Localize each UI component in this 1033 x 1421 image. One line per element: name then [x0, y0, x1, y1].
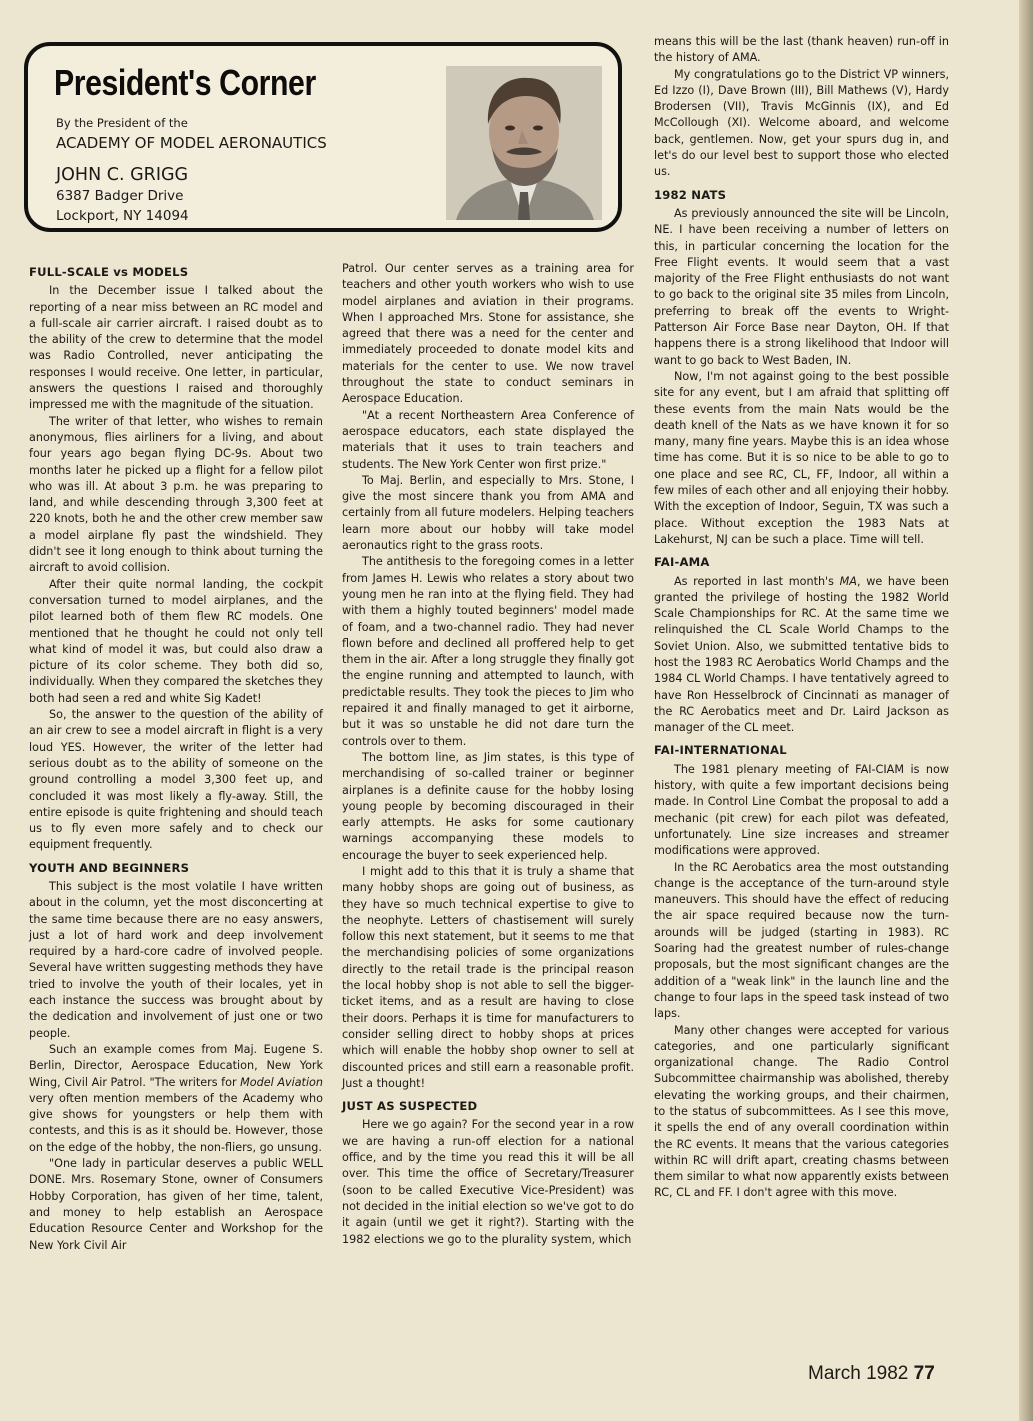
paragraph: Patrol. Our center serves as a training area for teachers and other youth workers who wish to use model airplanes and aviation in their programs. When I approached Mrs. Stone for assistance, she agreed that there was a need for the center and immediately proceeded to donate model kits and materials for the center to use. We now travel throughout the state to conduct seminars in Aerospace Education. [342, 262, 634, 406]
paragraph: "One lady in particular deserves a public WELL DONE. Mrs. Rosemary Stone, owner of Consumers Hobby Corporation, has given of her time, talent, and money to help establish an Aerospace Education Resource Center and Workshop for the New York Civil Air [29, 1157, 323, 1252]
paragraph [29, 1042, 323, 1156]
paragraph: In the RC Aerobatics area the most outstanding change is the acceptance of the turn-around style maneuvers. This should have the effect of reducing the air space required because now the turn-arounds will be judged (starting in 1983). RC Soaring had the greatest number of rules-change proposals, but the most significant changes are the addition of a "weak link" in the launch line and the change to four laps in the speed task instead of two laps. [654, 860, 949, 1021]
article-column-1 [29, 264, 323, 1254]
page-footer [808, 1363, 935, 1385]
paragraph: In the December issue I talked about the reporting of a near miss between an RC model and a full-scale air carrier aircraft. I raised doubt as to the ability of the crew to determine that the model was Radio Controlled, never anticipating the responses I would receive. One letter, in particular, answers the questions I raised and thoroughly impressed me with the magnitude of the situation. [29, 284, 323, 412]
paragraph: Now, I'm not against going to the best possible site for any event, but I am afraid that splitting off these events from the main Nats would be the death knell of the Nats as we have known it for so many, many fine years. Maybe this is an idea whose time has come. But it is so nice to be able to go to one place and see RC, CL, FF, Indoor, all within a few miles of each other and all enjoying their hobby. With the exception of Indoor, Seguin, TX was such a place. Without exception the 1983 Nats at Lakehurst, NJ can be such a place. Time will tell. [654, 369, 949, 546]
section-heading-suspected: JUST AS SUSPECTED [342, 1099, 478, 1114]
section-heading-fullscale: FULL-SCALE vs MODELS [29, 265, 189, 279]
page-number: 77 [913, 1363, 935, 1384]
paragraph: The bottom line, as Jim states, is this type of merchandising of so-called trainer or beginner airplanes is a definite cause for the hobby losing young people by becoming discouraged in their early attempts. He asks for some cautionary warnings accompanying these models to encourage the buyer to seek experienced help. [342, 750, 634, 862]
paragraph: I might add to this that it is truly a shame that many hobby shops are going out of business, as they have so much technical expertise to give to the neophyte. Letters of chastisement will surely follow this next statement, but it seems to me that the merchandising policies of some organizations directly to the retail trade is the principal reason the local hobby shop is not able to sell the bigger-ticket items, and as a result are having to close their doors. Perhaps it is time for manufacturers to consider selling direct to hobby shops at prices which will enable the hobby shop owner to sell at discounted prices and still earn a reasonable profit. Just a thought! [342, 864, 634, 1090]
paragraph-text: very often mention members of the Academy who give shows for youngsters or help them with contests, and this is as it should be. However, those on the edge of the hobby, the non-fliers, go unsung. [29, 1091, 323, 1154]
paragraph: Here we go again? For the second year in a row we are having a run-off election for a national office, and by the time you read this it will be all over. This time the office of Secretary/Treasurer (soon to be called Executive Vice-President) was not decided in the initial election so we've got to do it again (until we get it right?). Starting with the 1982 elections we go to the plurality system, which [342, 1118, 634, 1246]
address-city: Lockport, NY 14094 [56, 208, 189, 224]
paragraph: The 1981 plenary meeting of FAI-CIAM is now history, with quite a few important decisions being made. In Control Line Combat the proposal to add a mechanic (pit crew) for each pilot was defeated, unfortunately. Line size increases and streamer modifications were approved. [654, 762, 949, 858]
paragraph: Many other changes were accepted for various categories, and one particularly significant organizational change. The Radio Control Subcommittee chairmanship was abolished, thereby elevating the working groups, and their chairmen, to the status of subcommittees. As I see this move, it spells the end of any overall coordination within the RC events. It means that the various categories within RC will drift apart, creating chasms between them similar to what now apparently exists between RC, CL and FF. I don't agree with this move. [654, 1023, 949, 1200]
section-heading-nats: 1982 NATS [654, 187, 727, 202]
magazine-title: Model Aviation [240, 1075, 323, 1089]
paragraph: To Maj. Berlin, and especially to Mrs. Stone, I give the most sincere thank you from AMA and certainly from all future modelers. Helping teachers learn more about our hobby will take model aeronautics right to the grass roots. [342, 473, 634, 553]
paragraph: means this will be the last (thank heaven) run-off in the history of AMA. [654, 35, 949, 65]
paragraph: This subject is the most volatile I have written about in the column, yet the most disconcerting at the same time because there are no easy answers, just a lot of hard work and deep involvement required by a hard-core cadre of involved people. Several have written suggesting methods they have tried to involve the youth of their locales, yet in each instance the success was brought about by the dedication and involvement of just one or two people. [29, 879, 323, 1040]
issue-date: March 1982 [808, 1363, 909, 1384]
paragraph: After their quite normal landing, the cockpit conversation turned to model airplanes, and the pilot learned both of them flew RC models. One mentioned that he thought he could not only tell what kind of model it was, but could also draw a picture of its color scheme. They both did so, individually. When they compared the sketches they both had seen a red and white Sig Kadet! [29, 577, 323, 705]
presidents-corner-header [24, 42, 622, 232]
author-portrait [446, 66, 602, 220]
section-heading-fai-international: FAI-INTERNATIONAL [654, 743, 787, 758]
article-column-3 [654, 34, 949, 1202]
section-heading-youth: YOUTH AND BEGINNERS [29, 860, 190, 875]
paragraph-text: As reported in last month's [674, 574, 840, 588]
section-heading-fai-ama: FAI-AMA [654, 555, 710, 570]
paragraph: The writer of that letter, who wishes to remain anonymous, flies airliners for a living, and about four years ago began flying DC-9s. About two months later he picked up a flight for a fellow pilot who was ill. At about 3 p.m. he was preparing to land, and while descending through 3,300 feet at 220 knots, both he and the other crew member saw a model airplane fly past the windshield. They didn't see it long enough to think about turning the aircraft to avoid collision. [29, 414, 323, 575]
paragraph: As previously announced the site will be Lincoln, NE. I have been receiving a number of letters on this, in particular concerning the location for the Free Flight events. It would seem that a vast majority of the Free Flight enthusiasts do not want to go back to the original site 35 miles from Lincoln, preferring to break off the events to Wright-Patterson Air Force Base near Dayton, OH. If that happens there is a strong likelihood that Indoor will want to go back to West Baden, IN. [654, 206, 949, 367]
magazine-abbrev: MA [839, 574, 857, 588]
paragraph: The antithesis to the foregoing comes in a letter from James H. Lewis who relates a story about two young men he ran into at the flying field. They had with them a highly touted beginners' model made of foam, and a two-channel radio. They had never flown before and declined all proffered help to get them in the air. After a long struggle they finally got the engine running and attempted to launch, with predictable results. They took the pieces to Jim who repaired it and finally managed to get it airborne, but it was so unstable he did not dare turn the controls over to them. [342, 555, 634, 748]
paragraph: My congratulations go to the District VP winners, Ed Izzo (I), Dave Brown (III), Bill Mathews (V), Hardy Brodersen (VII), Travis McGinnis (IX), and Ed McCollough (XI). Welcome aboard, and welcome back, gentlemen. Now, get your spurs dug in, and let's do our level best to support those who elected us. [654, 67, 949, 179]
address-street: 6387 Badger Drive [56, 188, 184, 204]
author-name: JOHN C. GRIGG [56, 165, 189, 185]
organization-name: ACADEMY OF MODEL AERONAUTICS [56, 134, 327, 152]
paragraph-text: Such an example comes from Maj. Eugene S. Berlin, Director, Aerospace Education, New York Wing, Civil Air Patrol. "The writers for [29, 1042, 323, 1089]
byline: By the President of the [56, 116, 188, 130]
page-title: President's Corner [54, 62, 316, 103]
paragraph: "At a recent Northeastern Area Conference of aerospace educators, each state displayed the materials that it uses to train teachers and students. The New York Center won first prize." [342, 408, 634, 471]
article-column-2 [342, 261, 634, 1248]
paragraph: So, the answer to the question of the ability of an air crew to see a model aircraft in flight is a very loud YES. However, the writer of the letter had serious doubt as to the ability of someone on the ground controlling a model 3,300 feet up, and concluded it was most likely a fly-away. Still, the entire episode is quite frightening and should teach us to fly even more safely and to check our equipment frequently. [29, 708, 323, 852]
paragraph [654, 574, 949, 737]
page-edge-shadow [1019, 0, 1033, 1421]
paragraph-text: , we have been granted the privilege of hosting the 1982 World Scale Championships for RC. At the same time we relinquished the CL Scale World Champs to the Soviet Union. Also, we submitted tentative bids to host the 1983 RC Aerobatics World Champs and the 1984 CL World Champs. I have tentatively agreed to have Ron Hesselbrock of Cincinnati as manager of the RC Aerobatics meet and Dr. Laird Jackson as manager of the CL meet. [654, 574, 949, 735]
